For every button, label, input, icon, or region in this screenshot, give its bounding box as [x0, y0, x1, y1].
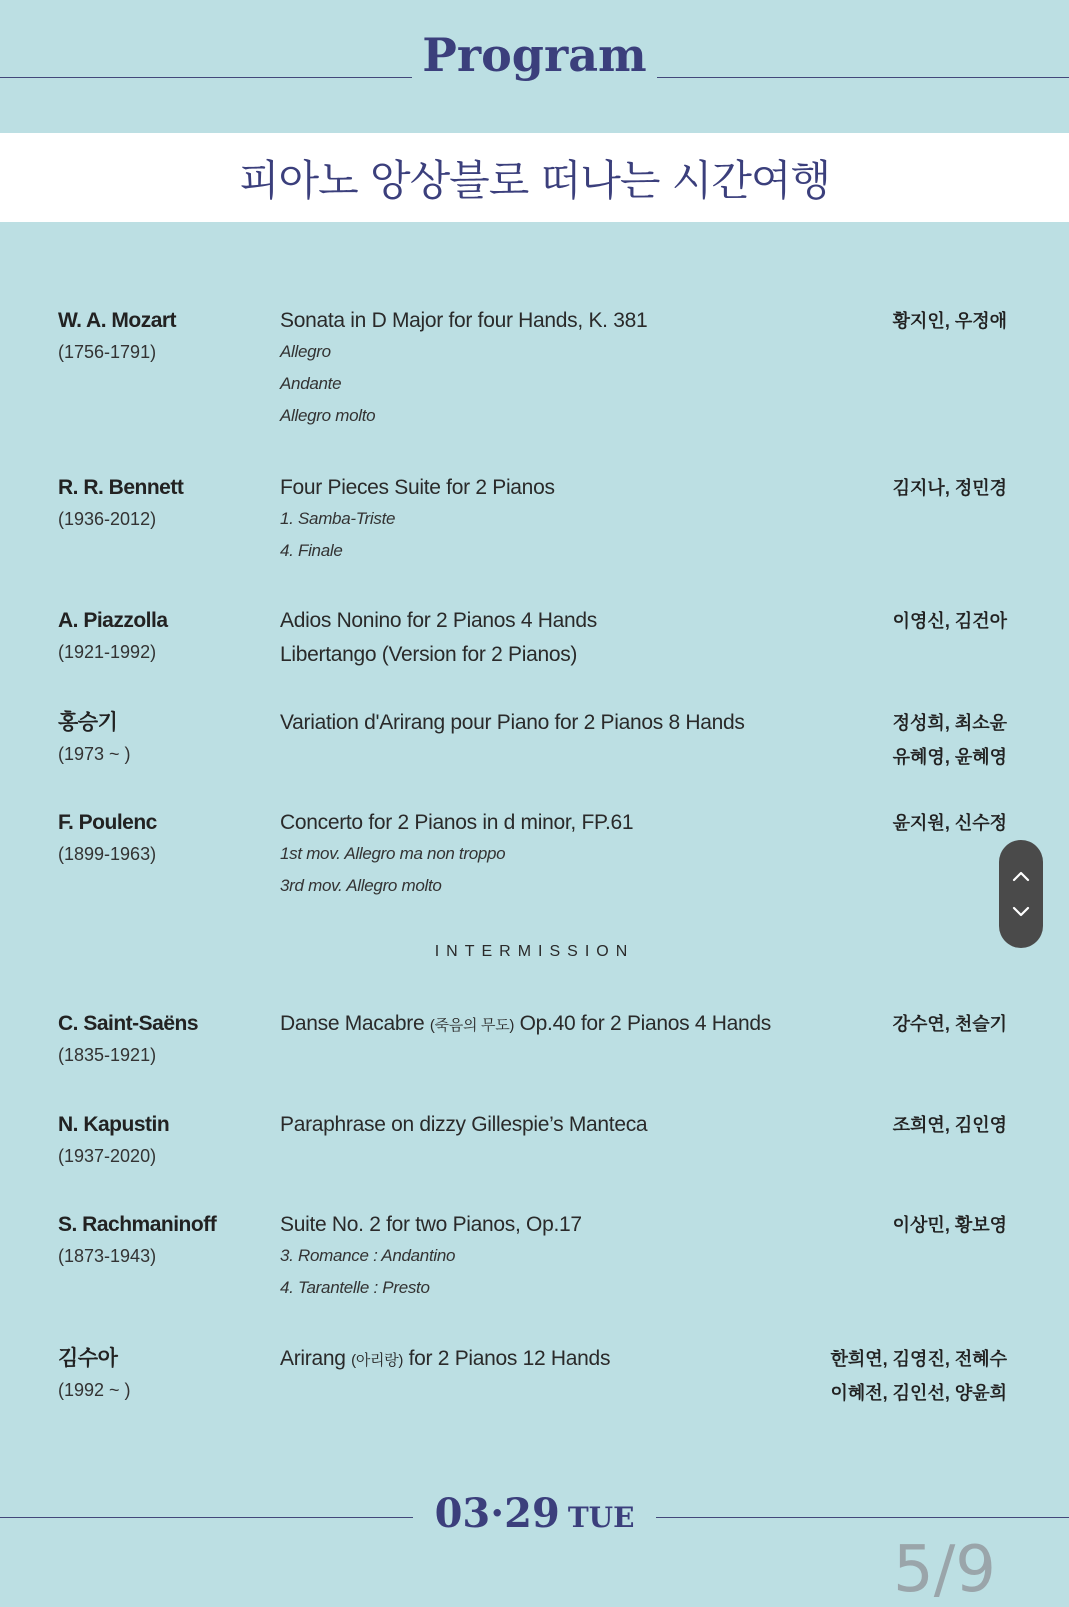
works [280, 473, 820, 571]
composer-years: (1921-1992) [58, 642, 157, 662]
performers [893, 808, 1007, 842]
movement: 3. Romance : Andantino [280, 1246, 456, 1265]
performer-line: 유혜영, 윤혜영 [892, 747, 1007, 767]
performer-line: 이혜전, 김인선, 양윤희 [830, 1383, 1007, 1403]
work-title: Four Pieces Suite for 2 Pianos [280, 476, 555, 499]
work-title: Concerto for 2 Pianos in d minor, FP.61 [280, 811, 634, 834]
composer-name: 김수아 [58, 1347, 118, 1370]
page-title [0, 24, 1069, 86]
work-title-rest: Op.40 for 2 Pianos 4 Hands [514, 1012, 772, 1035]
composer-name: W. A. Mozart [58, 309, 177, 332]
works [280, 708, 820, 742]
works [280, 1009, 820, 1045]
concert-subtitle: 피아노 앙상블로 떠나는 시간여행 [238, 155, 831, 205]
performers [893, 606, 1007, 640]
composer-name: 홍승기 [58, 711, 118, 734]
composer-years: (1973 ~ ) [58, 744, 131, 764]
composer-years: (1992 ~ ) [58, 1380, 131, 1400]
work-title-korean: (죽음의 무도) [429, 1017, 515, 1034]
performer-line: 한희연, 김영진, 전혜수 [830, 1349, 1007, 1369]
composer-years: (1936-2012) [58, 509, 157, 529]
performers [893, 1210, 1007, 1244]
work-title: Suite No. 2 for two Pianos, Op.17 [280, 1213, 582, 1236]
chevron-down-icon [1011, 906, 1031, 918]
intermission-label: INTERMISSION [434, 943, 635, 960]
composer-name: R. R. Bennett [58, 476, 184, 499]
work-title-korean: (아리랑) [351, 1352, 404, 1369]
work-title-main: Arirang [280, 1347, 352, 1370]
work-title [280, 1009, 820, 1041]
performers [893, 306, 1007, 340]
composer-years: (1756-1791) [58, 342, 157, 362]
work-title: Sonata in D Major for four Hands, K. 381 [280, 309, 648, 332]
movement: Allegro [280, 342, 331, 361]
page-counter: 5/9 [893, 1533, 996, 1607]
performer-line: 김지나, 정민경 [892, 478, 1007, 498]
movement: 4. Tarantelle : Presto [280, 1278, 430, 1297]
works [280, 808, 820, 906]
performer-line: 정성희, 최소윤 [892, 713, 1007, 733]
program-header [0, 0, 1069, 133]
performers [893, 1110, 1007, 1144]
chevron-up-icon [1011, 870, 1031, 882]
movement: Allegro molto [280, 406, 376, 425]
works [280, 1110, 820, 1144]
subtitle-band [0, 133, 1069, 222]
concert-date: 03·29 [434, 1490, 560, 1537]
movement: 3rd mov. Allegro molto [280, 876, 442, 895]
composer-years: (1899-1963) [58, 844, 157, 864]
page-title-text: Program [412, 28, 656, 82]
footer-date-inner [413, 1490, 657, 1537]
performer-line: 황지인, 우정애 [892, 311, 1007, 331]
works [280, 1344, 820, 1380]
composer-years: (1873-1943) [58, 1246, 157, 1266]
performers [893, 708, 1007, 776]
work-title [280, 1344, 820, 1376]
composer-years: (1835-1921) [58, 1045, 157, 1065]
composer-name: A. Piazzolla [58, 609, 168, 632]
performers [893, 473, 1007, 507]
scroll-up-button[interactable] [999, 858, 1043, 894]
work-title: Adios Nonino for 2 Pianos 4 Hands [280, 609, 597, 632]
work-title: Paraphrase on dizzy Gillespie’s Manteca [280, 1113, 648, 1136]
scroll-down-button[interactable] [999, 894, 1043, 930]
concert-day: TUE [567, 1501, 635, 1534]
composer-name: S. Rachmaninoff [58, 1213, 217, 1236]
performer-line: 이영신, 김건아 [892, 611, 1007, 631]
work-title-rest: for 2 Pianos 12 Hands [403, 1347, 611, 1370]
scroll-controls [999, 840, 1043, 948]
composer-name: C. Saint-Saëns [58, 1012, 199, 1035]
performers [893, 1009, 1007, 1043]
composer-years: (1937-2020) [58, 1146, 157, 1166]
movement: Andante [280, 374, 342, 393]
movement: 4. Finale [280, 541, 343, 560]
performer-line: 강수연, 천슬기 [892, 1014, 1007, 1034]
performer-line: 이상민, 황보영 [892, 1215, 1007, 1235]
composer-name: F. Poulenc [58, 811, 157, 834]
performer-line: 조희연, 김인영 [892, 1115, 1007, 1135]
works [280, 606, 820, 674]
composer-name: N. Kapustin [58, 1113, 170, 1136]
movement: 1. Samba-Triste [280, 509, 396, 528]
works [280, 306, 820, 436]
footer-date [0, 1490, 1069, 1537]
works [280, 1210, 820, 1308]
work-title: Variation d'Arirang pour Piano for 2 Pianos 8 Hands [280, 711, 745, 734]
work-title-main: Danse Macabre [280, 1012, 430, 1035]
work-title: Libertango (Version for 2 Pianos) [280, 643, 578, 666]
movement: 1st mov. Allegro ma non troppo [280, 844, 506, 863]
performer-line: 윤지원, 신수정 [892, 813, 1007, 833]
performers [831, 1344, 1008, 1412]
